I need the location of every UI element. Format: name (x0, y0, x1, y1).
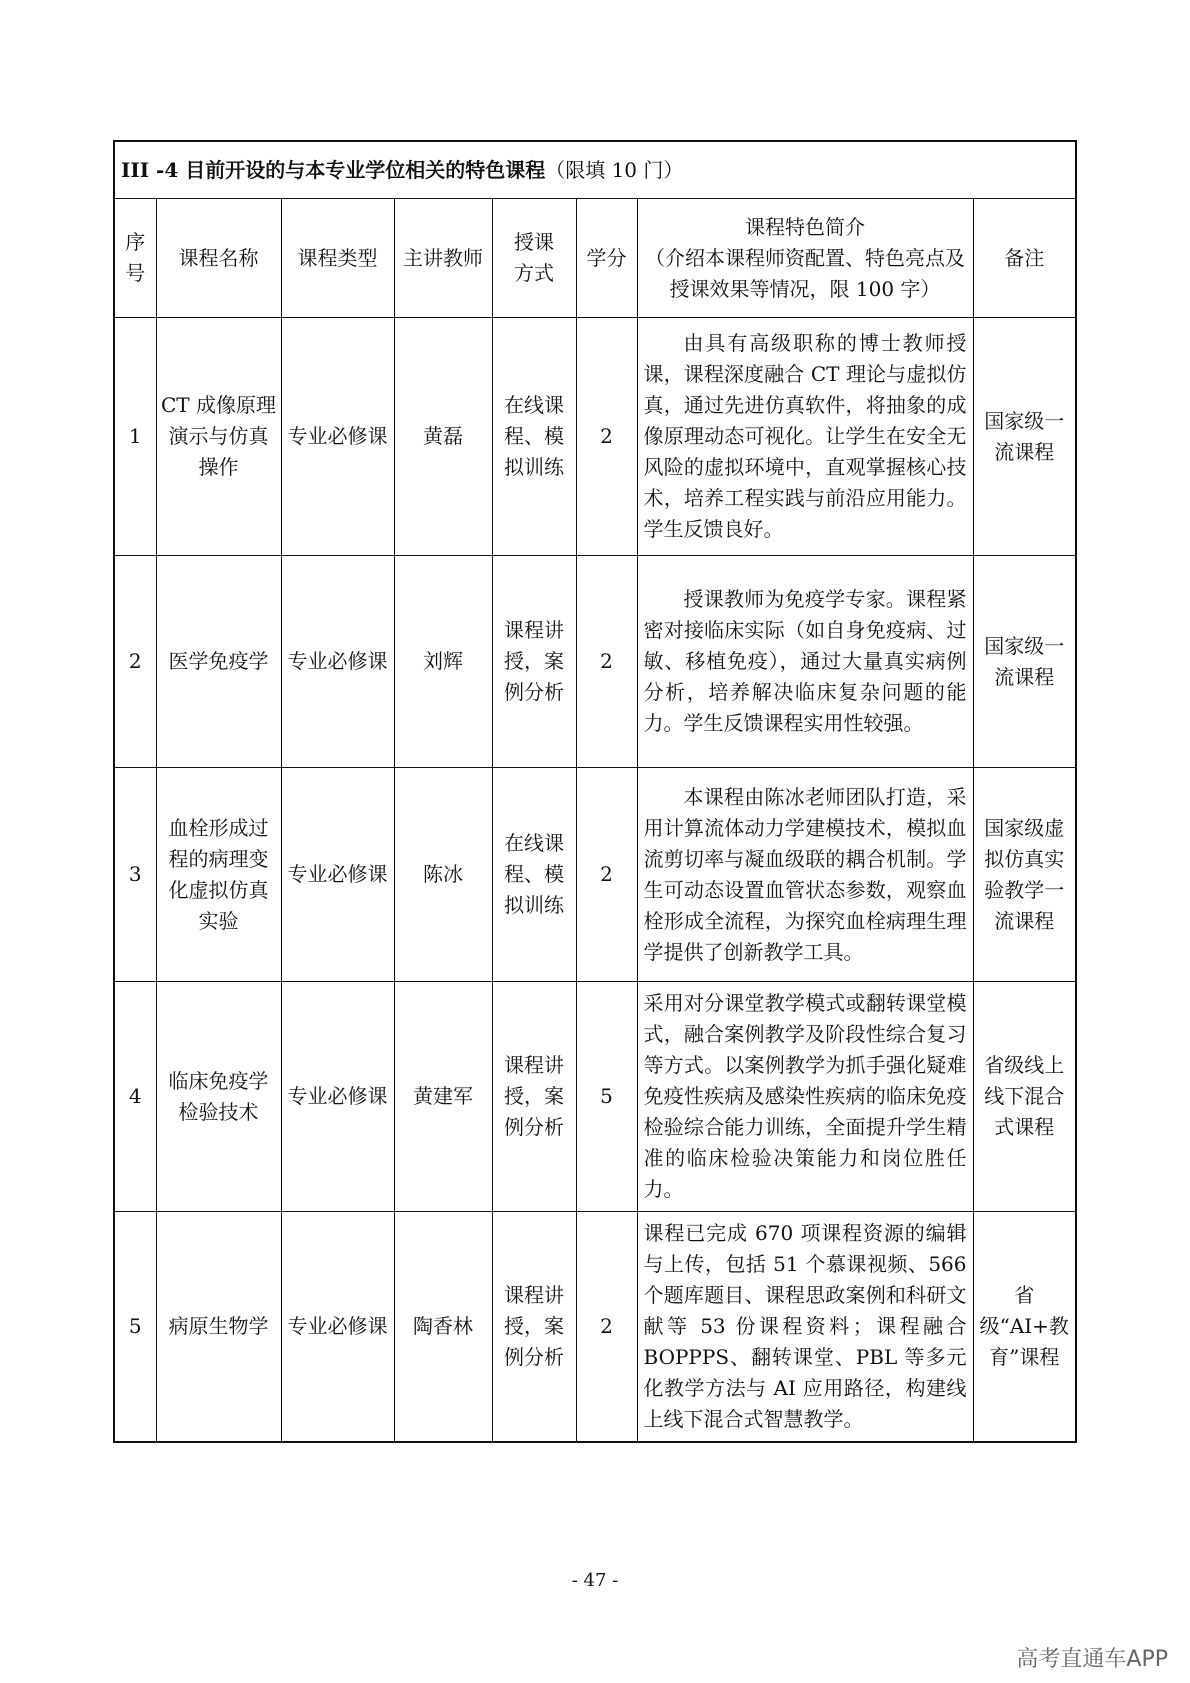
page-number: - 47 - (571, 1570, 619, 1591)
header-description-note: （介绍本课程师资配置、特色亮点及授课效果等情况，限 100 字） (645, 245, 965, 301)
row-course-name: 临床免疫学检验技术 (156, 982, 281, 1212)
table-row (114, 982, 1076, 1212)
row-remark: 国家级一流课程 (973, 318, 1076, 556)
row-remark: 省级“AI+教育”课程 (973, 1212, 1076, 1443)
row-course-type: 专业必修课 (281, 982, 394, 1212)
row-description: 由具有高级职称的博士教师授课，课程深度融合 CT 理论与虚拟仿真，通过先进仿真软件，将抽象的成像原理动态可视化。让学生在安全无风险的虚拟环境中，直观掌握核心技术，培养工程实践与前沿应用能力。学生反馈良好。 (637, 318, 973, 556)
row-remark: 省级线上线下混合式课程 (973, 982, 1076, 1212)
row-course-type: 专业必修课 (281, 318, 394, 556)
row-course-type: 专业必修课 (281, 768, 394, 982)
row-seq: 1 (114, 318, 156, 556)
table-row (114, 318, 1076, 556)
section-title (114, 141, 1076, 199)
row-credit: 5 (576, 982, 637, 1212)
section-title-note: （限填 10 门） (545, 157, 684, 182)
header-type: 课程类型 (281, 199, 394, 318)
header-credit: 学分 (576, 199, 637, 318)
watermark-text: 高考直通车APP (1016, 1647, 1168, 1672)
header-name: 课程名称 (156, 199, 281, 318)
row-description: 授课教师为免疫学专家。课程紧密对接临床实际（如自身免疫病、过敏、移植免疫），通过大量真实病例分析，培养解决临床复杂问题的能力。学生反馈课程实用性较强。 (637, 556, 973, 768)
row-description: 本课程由陈冰老师团队打造，采用计算流体动力学建模技术，模拟血流剪切率与凝血级联的耦合机制。学生可动态设置血管状态参数，观察血栓形成全流程，为探究血栓病理生理学提供了创新教学工具。 (637, 768, 973, 982)
table-row (114, 768, 1076, 982)
row-credit: 2 (576, 318, 637, 556)
row-mode: 课程讲授，案例分析 (492, 982, 576, 1212)
header-teacher: 主讲教师 (394, 199, 492, 318)
row-course-name: 医学免疫学 (156, 556, 281, 768)
header-row (114, 199, 1076, 318)
row-course-name: CT 成像原理演示与仿真操作 (156, 318, 281, 556)
row-course-type: 专业必修课 (281, 556, 394, 768)
row-remark: 国家级虚拟仿真实验教学一流课程 (973, 768, 1076, 982)
row-credit: 2 (576, 1212, 637, 1443)
course-table-section (113, 140, 1075, 1443)
row-course-name: 病原生物学 (156, 1212, 281, 1443)
featured-courses-table (113, 140, 1077, 1443)
section-title-main: III -4 目前开设的与本专业学位相关的特色课程 (121, 157, 546, 182)
row-seq: 3 (114, 768, 156, 982)
row-credit: 2 (576, 556, 637, 768)
row-course-type: 专业必修课 (281, 1212, 394, 1443)
header-remark: 备注 (973, 199, 1076, 318)
row-teacher: 刘辉 (394, 556, 492, 768)
row-mode: 在线课程、模拟训练 (492, 318, 576, 556)
row-seq: 5 (114, 1212, 156, 1443)
row-mode: 课程讲授，案例分析 (492, 1212, 576, 1443)
row-teacher: 陈冰 (394, 768, 492, 982)
row-mode: 在线课程、模拟训练 (492, 768, 576, 982)
header-description-title: 课程特色简介 (745, 214, 865, 239)
row-remark: 国家级一流课程 (973, 556, 1076, 768)
table-row (114, 1212, 1076, 1443)
row-teacher: 陶香林 (394, 1212, 492, 1443)
row-description: 采用对分课堂教学模式或翻转课堂模式，融合案例教学及阶段性综合复习等方式。以案例教学为抓手强化疑难免疫性疾病及感染性疾病的临床免疫检验综合能力训练，全面提升学生精准的临床检验决策能力和岗位胜任力。 (637, 982, 973, 1212)
header-description (637, 199, 973, 318)
header-mode: 授课方式 (492, 199, 576, 318)
table-row (114, 556, 1076, 768)
header-seq: 序号 (114, 199, 156, 318)
row-seq: 2 (114, 556, 156, 768)
row-mode: 课程讲授，案例分析 (492, 556, 576, 768)
row-teacher: 黄建军 (394, 982, 492, 1212)
row-description: 课程已完成 670 项课程资源的编辑与上传，包括 51 个慕课视频、566 个题库题目、课程思政案例和科研文献等 53 份课程资料；课程融合 BOPPPS、翻转课堂、PBL 等多元化教学方法与 AI 应用路径，构建线上线下混合式智慧教学。 (637, 1212, 973, 1443)
row-course-name: 血栓形成过程的病理变化虚拟仿真实验 (156, 768, 281, 982)
row-teacher: 黄磊 (394, 318, 492, 556)
row-seq: 4 (114, 982, 156, 1212)
row-credit: 2 (576, 768, 637, 982)
